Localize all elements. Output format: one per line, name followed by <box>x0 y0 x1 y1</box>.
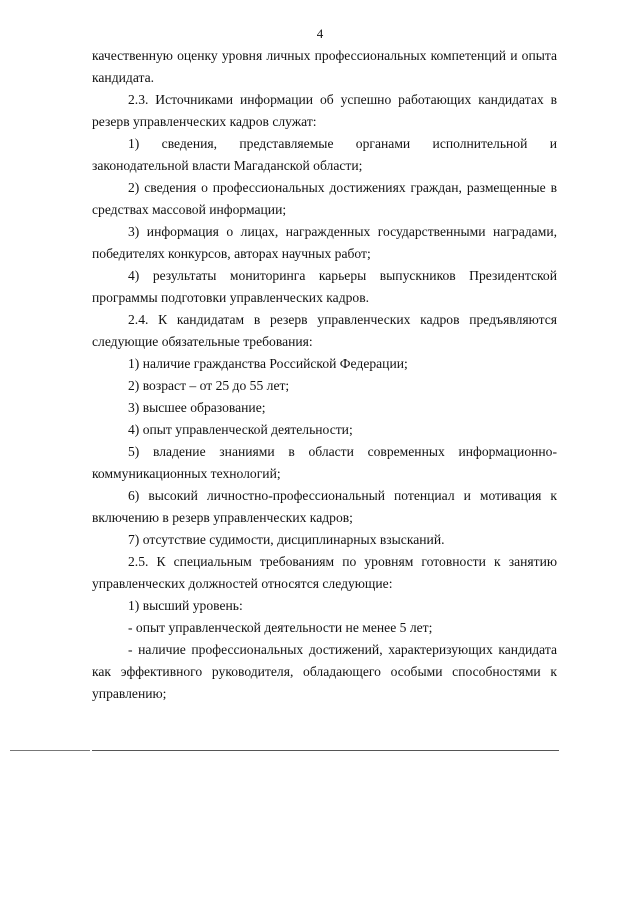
footnote-separator <box>92 750 559 751</box>
document-body <box>92 45 557 705</box>
list-item: 1) высший уровень: <box>128 598 243 613</box>
paragraph: качественную оценку уровня личных профессиональных компетенций и опыта кандидата. <box>92 48 557 85</box>
list-item: 6) высокий личностно-профессиональный потенциал и мотивация к включению в резерв управленческих кадров; <box>92 488 557 525</box>
list-item: 4) опыт управленческой деятельности; <box>128 422 353 437</box>
page-number: 4 <box>316 26 324 41</box>
list-item: - наличие профессиональных достижений, характеризующих кандидата как эффективного руководителя, обладающего особыми способностями к управлению; <box>92 642 557 701</box>
list-item: 3) высшее образование; <box>128 400 266 415</box>
footnote-separator-left <box>10 750 90 751</box>
paragraph: 1) сведения, представляемые органами исполнительной и законодательной власти Магаданской области; <box>92 136 557 173</box>
paragraph: 4) результаты мониторинга карьеры выпускников Президентской программы подготовки управленческих кадров. <box>92 268 557 305</box>
list-item: 7) отсутствие судимости, дисциплинарных взысканий. <box>128 532 445 547</box>
list-item: - опыт управленческой деятельности не менее 5 лет; <box>128 620 433 635</box>
paragraph: 2.3. Источниками информации об успешно работающих кандидатах в резерв управленческих кадров служат: <box>92 92 557 129</box>
list-item: 5) владение знаниями в области современных информационно-коммуникационных технологий; <box>92 444 557 481</box>
paragraph: 2.4. К кандидатам в резерв управленческих кадров предъявляются следующие обязательные требования: <box>92 312 557 349</box>
paragraph: 2) сведения о профессиональных достижениях граждан, размещенные в средствах массовой информации; <box>92 180 557 217</box>
paragraph: 2.5. К специальным требованиям по уровням готовности к занятию управленческих должностей относятся следующие: <box>92 554 557 591</box>
list-item: 1) наличие гражданства Российской Федерации; <box>128 356 408 371</box>
list-item: 2) возраст – от 25 до 55 лет; <box>128 378 290 393</box>
paragraph: 3) информация о лицах, награжденных государственными наградами, победителях конкурсов, авторах научных работ; <box>92 224 557 261</box>
